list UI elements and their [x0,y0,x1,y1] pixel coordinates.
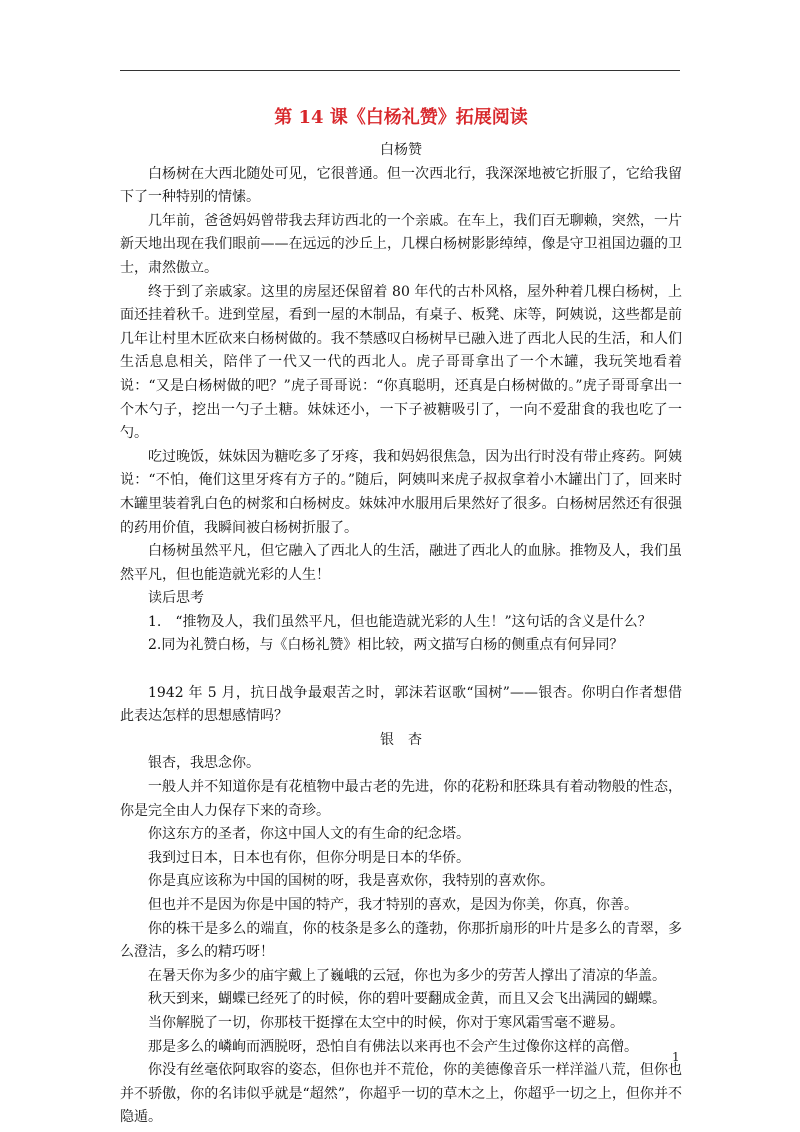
article1-title: 白杨赞 [380,142,422,158]
article2-paragraph: 但也并不是因为你是中国的特产，我才特别的喜欢，是因为你美，你真，你善。 [148,897,638,913]
article2-paragraph: 你这东方的圣者，你这中国人文的有生命的纪念塔。 [148,826,470,843]
page-title: 第 14 课《白杨礼赞》拓展阅读 [274,107,528,128]
article2-paragraph: 一般人并不知道你是有花植物中最古老的先进，你的花粉和胚珠具有着动物般的性态，你是完全由人力保存下来的奇珍。 [120,779,682,819]
intro-paragraph: 1942 年 5 月，抗日战争最艰苦之时，郭沫若讴歌“国树”——银杏。你明白作者想借此表达怎样的思想感情吗？ [120,684,682,725]
article2-paragraph: 银杏，我思念你。 [148,755,260,772]
article2-paragraph: 我到过日本，日本也有你，但你分明是日本的华侨。 [148,849,470,866]
article2-paragraph: 秋天到来，蝴蝶已经死了的时候，你的碧叶要翻成金黄，而且又会飞出满园的蝴蝶。 [148,991,666,1008]
article2-paragraph: 当你解脱了一切，你那枝干挺撑在太空中的时候，你对于寒风霜雪毫不避易。 [148,1014,624,1031]
spacer [120,658,682,682]
question-item: 1. “推物及人，我们虽然平凡，但也能造就光彩的人生！”这句话的含义是什么？ [148,613,652,630]
article2-paragraph: 你是真应该称为中国的国树的呀，我是喜欢你，我特别的喜欢你。 [148,873,554,890]
article2-paragraph: 你的株干是多么的端直，你的枝条是多么的蓬勃，你那折扇形的叶片是多么的青翠，多么澄洁，多么的精巧呀！ [120,920,682,961]
document-page [120,105,682,1130]
article2-paragraph: 你没有丝毫依阿取容的姿态，但你也并不荒伧，你的美德像音乐一样洋溢八荒，但你也并不骄傲，你的名讳似乎就是“超然”，你超乎一切的草木之上，你超乎一切之上，但你并不隐遁。 [120,1062,682,1126]
article2-paragraph: 那是多么的嶙峋而洒脱呀，恐怕自有佛法以来再也不会产生过像你这样的高僧。 [148,1038,638,1055]
article1-paragraph: 吃过晚饭，妹妹因为糖吃多了牙疼，我和妈妈很焦急，因为出行时没有带止疼药。阿姨说：“不怕，俺们这里牙疼有方子的。”随后，阿姨叫来虎子叔叔拿着小木罐出门了，回来时木罐里装着乳白色的树浆和白杨树皮。妹妹冲水服用后果然好了很多。白杨树居然还有很强的药用价值，我瞬间被白杨树折服了。 [120,448,682,536]
questions-heading: 读后思考 [148,590,204,607]
article1-paragraph: 白杨树在大西北随处可见，它很普通。但一次西北行，我深深地被它折服了，它给我留下了一种特别的情愫。 [120,165,682,206]
article2-title: 银 杏 [380,731,422,748]
page-number: 1 [672,1050,680,1064]
header-rule [120,70,680,71]
article1-paragraph: 几年前，爸爸妈妈曾带我去拜访西北的一个亲戚。在车上，我们百无聊赖，突然，一片新天地出现在我们眼前——在远远的沙丘上，几棵白杨树影影绰绰，像是守卫祖国边疆的卫士，肃然傲立。 [120,212,682,276]
article2-paragraph: 在暑天你为多少的庙宇戴上了巍峨的云冠，你也为多少的劳苦人撑出了清凉的华盖。 [148,967,666,984]
article1-paragraph: 白杨树虽然平凡，但它融入了西北人的生活，融进了西北人的血脉。推物及人，我们虽然平凡，但也能造就光彩的人生！ [120,543,682,583]
question-item: 2.同为礼赞白杨，与《白杨礼赞》相比较，两文描写白杨的侧重点有何异同？ [148,637,624,654]
article1-paragraph: 终于到了亲戚家。这里的房屋还保留着 80 年代的古朴风格，屋外种着几棵白杨树，上面还挂着秋千。进到堂屋，看到一屋的木制品，有桌子、板凳、床等，阿姨说，这些都是前几年让村里木匠砍来白杨树做的。我不禁感叹白杨树早已融入进了西北人民的生活，和人们生活息息相关，陪伴了一代又一代的西北人。虎子哥哥拿出了一个木罐，我玩笑地看着说：“又是白杨树做的吧？”虎子哥哥说：“你真聪明，还真是白杨树做的。”虎子哥哥拿出一个木勺子，挖出一勺子土糖。妹妹还小，一下子被糖吸引了，一向不爱甜食的我也吃了一勺。 [120,283,682,442]
